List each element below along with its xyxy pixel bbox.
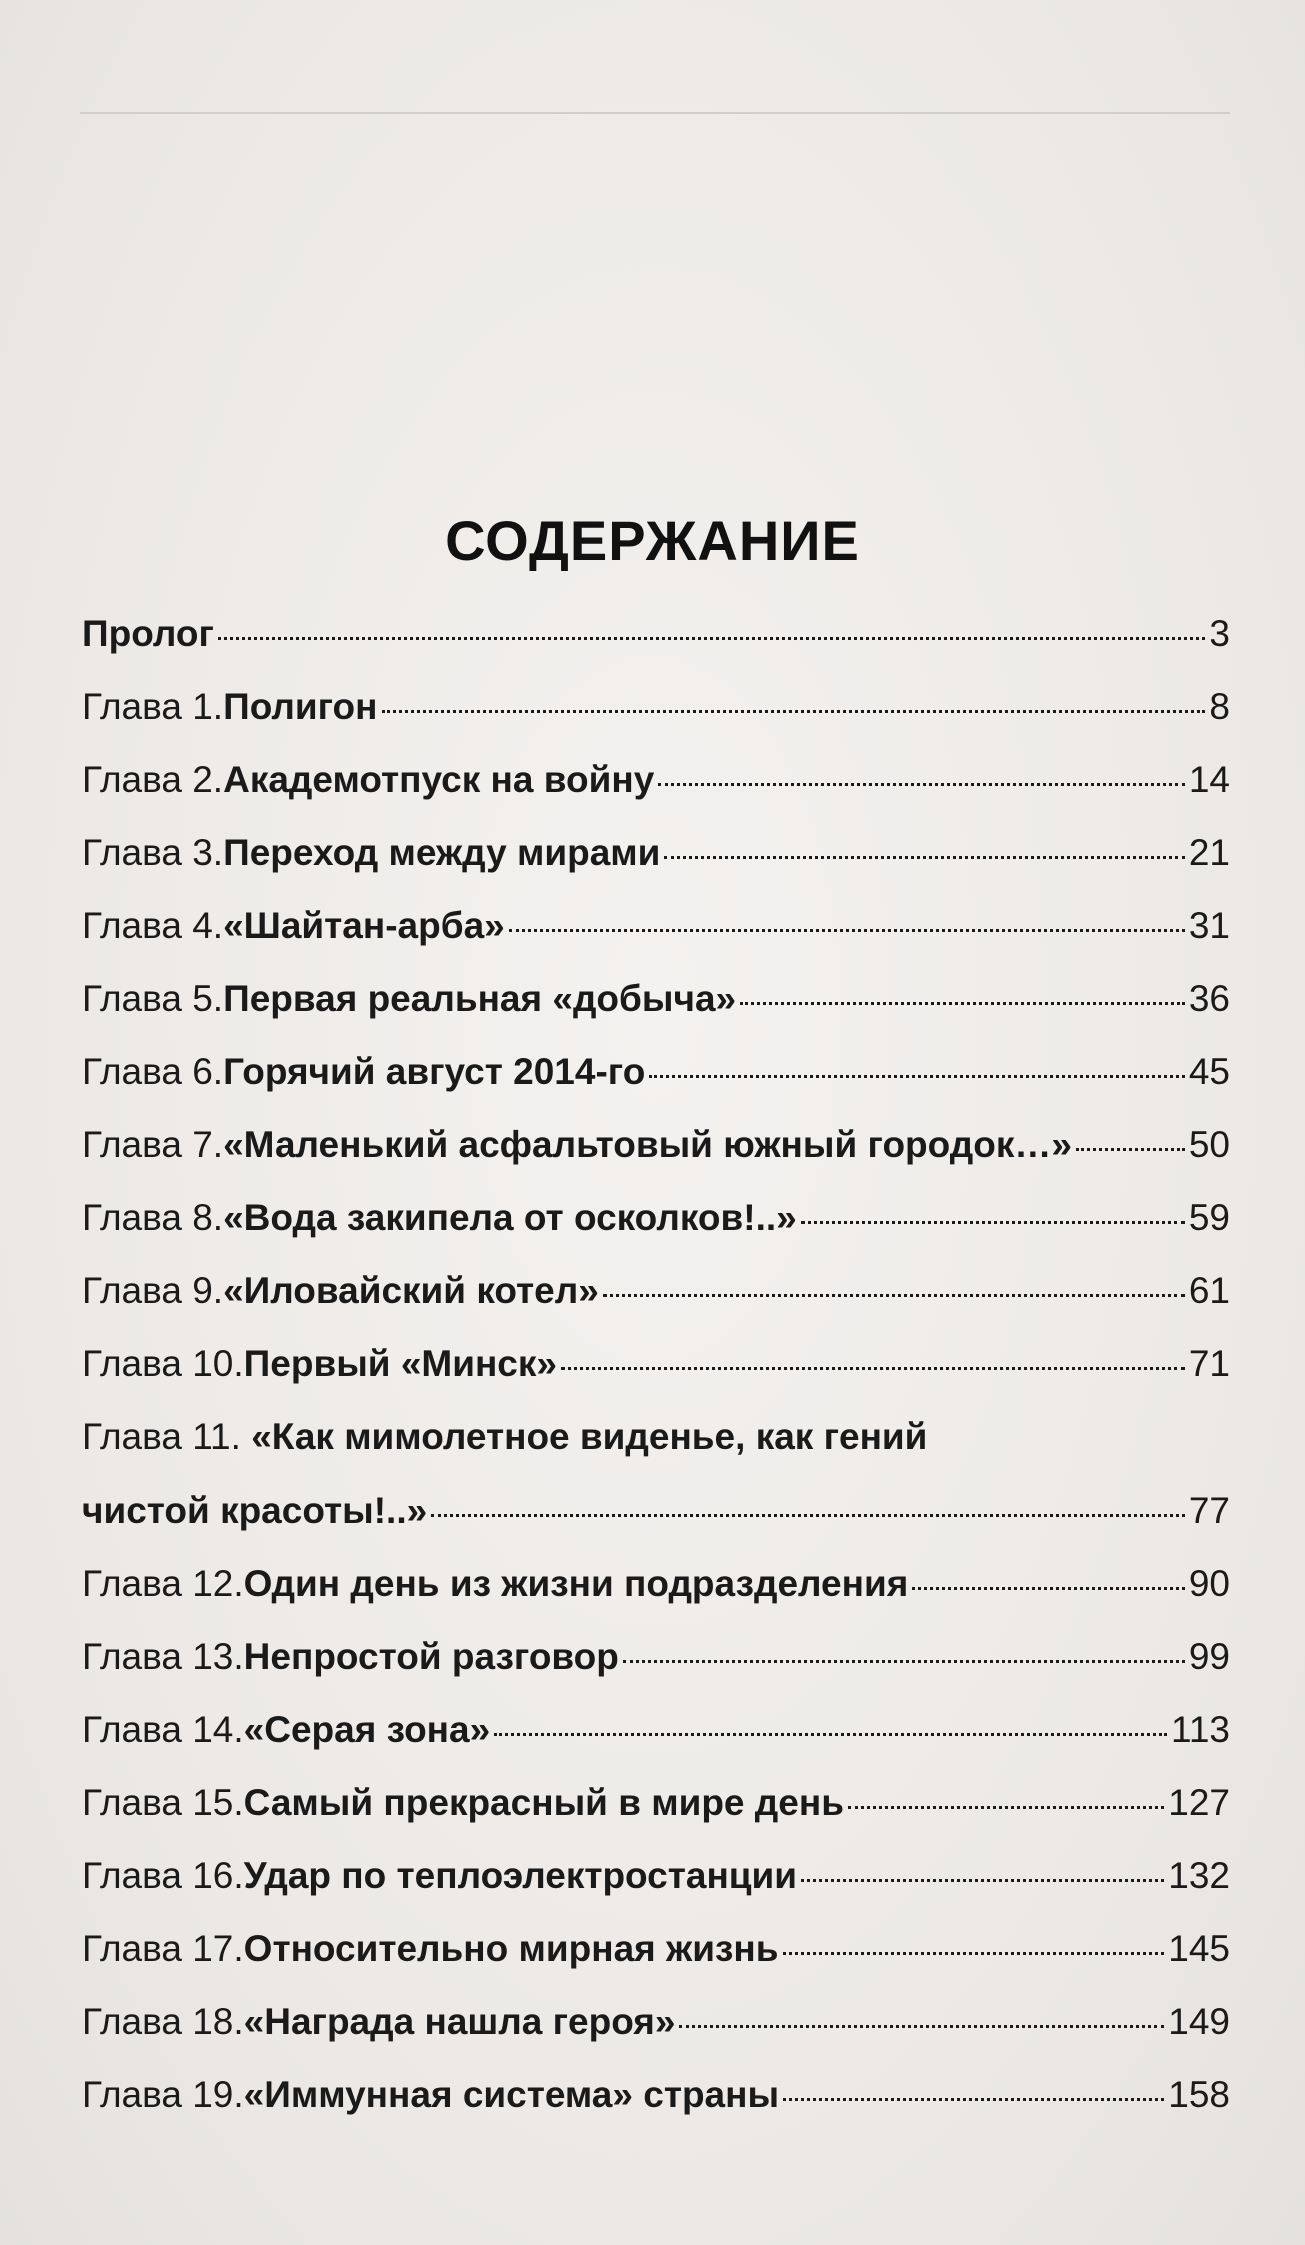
toc-entry bbox=[82, 1413, 1230, 1535]
chapter-title: Горячий август 2014-го bbox=[223, 1051, 646, 1092]
dot-leader bbox=[848, 1806, 1164, 1809]
toc-entry bbox=[82, 1852, 1230, 1900]
chapter-number: Глава 12. bbox=[82, 1563, 244, 1604]
dot-leader bbox=[382, 710, 1206, 713]
toc-entry-line2 bbox=[82, 1487, 1230, 1535]
toc-entry bbox=[82, 1048, 1230, 1096]
dot-leader bbox=[801, 1221, 1185, 1224]
toc-entry bbox=[82, 1706, 1230, 1754]
dot-leader bbox=[801, 1879, 1164, 1882]
toc-entry bbox=[82, 1779, 1230, 1827]
page-number: 59 bbox=[1188, 1197, 1230, 1238]
toc-entry bbox=[82, 1267, 1230, 1315]
chapter-number: Глава 3. bbox=[82, 832, 224, 873]
dot-leader bbox=[509, 929, 1185, 932]
toc-entry bbox=[82, 1998, 1230, 2046]
chapter-title: Переход между мирами bbox=[223, 832, 661, 873]
chapter-number: Глава 1. bbox=[82, 686, 224, 727]
chapter-title: «Вода закипела от осколков!..» bbox=[223, 1197, 797, 1238]
chapter-number: Глава 15. bbox=[82, 1782, 244, 1823]
page-number: 61 bbox=[1188, 1270, 1230, 1311]
toc-entry bbox=[82, 1925, 1230, 1973]
chapter-number: Глава 17. bbox=[82, 1928, 244, 1969]
chapter-title: Пролог bbox=[82, 613, 214, 654]
toc-entry bbox=[82, 1633, 1230, 1681]
dot-leader bbox=[623, 1660, 1185, 1663]
chapter-title: Удар по теплоэлектростанции bbox=[243, 1855, 798, 1896]
chapter-title: «Серая зона» bbox=[243, 1709, 491, 1750]
page-number: 132 bbox=[1168, 1855, 1230, 1896]
page-number: 50 bbox=[1188, 1124, 1230, 1165]
page-number: 36 bbox=[1188, 978, 1230, 1019]
chapter-title: Один день из жизни подразделения bbox=[243, 1563, 909, 1604]
dot-leader bbox=[664, 856, 1184, 859]
toc-entry bbox=[82, 683, 1230, 731]
chapter-title: «Шайтан-арба» bbox=[223, 905, 505, 946]
page-number: 31 bbox=[1188, 905, 1230, 946]
toc-entry bbox=[82, 1194, 1230, 1242]
page-number: 158 bbox=[1168, 2074, 1230, 2115]
chapter-title: Первый «Минск» bbox=[243, 1343, 557, 1384]
toc-entry bbox=[82, 975, 1230, 1023]
dot-leader bbox=[783, 2098, 1164, 2101]
chapter-title: Относительно мирная жизнь bbox=[243, 1928, 779, 1969]
toc-entry bbox=[82, 1121, 1230, 1169]
chapter-title: Самый прекрасный в мире день bbox=[243, 1782, 844, 1823]
page-number: 77 bbox=[1188, 1490, 1230, 1531]
toc-entry bbox=[82, 829, 1230, 877]
chapter-title: «Награда нашла героя» bbox=[243, 2001, 676, 2042]
chapter-number: Глава 4. bbox=[82, 905, 224, 946]
toc-entry bbox=[82, 1560, 1230, 1608]
chapter-number: Глава 7. bbox=[82, 1124, 224, 1165]
table-of-contents bbox=[82, 610, 1230, 2144]
chapter-title: Непростой разговор bbox=[243, 1636, 619, 1677]
page-number: 8 bbox=[1209, 686, 1230, 727]
toc-entry bbox=[82, 1340, 1230, 1388]
chapter-title: Академотпуск на войну bbox=[223, 759, 655, 800]
dot-leader bbox=[649, 1075, 1185, 1078]
chapter-number: Глава 16. bbox=[82, 1855, 244, 1896]
toc-entry bbox=[82, 2071, 1230, 2119]
chapter-number: Глава 5. bbox=[82, 978, 224, 1019]
dot-leader bbox=[561, 1367, 1185, 1370]
page-title: СОДЕРЖАНИЕ bbox=[445, 509, 860, 572]
chapter-number: Глава 11. bbox=[82, 1416, 252, 1457]
toc-entry bbox=[82, 610, 1230, 658]
chapter-title: Первая реальная «добыча» bbox=[223, 978, 737, 1019]
dot-leader bbox=[431, 1514, 1185, 1517]
page-number: 113 bbox=[1171, 1709, 1230, 1750]
chapter-number: Глава 8. bbox=[82, 1197, 224, 1238]
toc-entry bbox=[82, 902, 1230, 950]
chapter-title-continued: чистой красоты!..» bbox=[82, 1490, 428, 1531]
toc-entry-lines bbox=[82, 1413, 1230, 1535]
chapter-number: Глава 14. bbox=[82, 1709, 244, 1750]
chapter-title: «Иммунная система» страны bbox=[243, 2074, 780, 2115]
dot-leader bbox=[1076, 1148, 1185, 1151]
dot-leader bbox=[658, 783, 1185, 786]
chapter-title: «Как мимолетное виденье, как гений bbox=[251, 1416, 928, 1457]
chapter-number: Глава 13. bbox=[82, 1636, 244, 1677]
chapter-title: «Иловайский котел» bbox=[223, 1270, 599, 1311]
page-number: 71 bbox=[1188, 1343, 1230, 1384]
chapter-number: Глава 6. bbox=[82, 1051, 224, 1092]
dot-leader bbox=[494, 1733, 1167, 1736]
page-number: 45 bbox=[1188, 1051, 1230, 1092]
dot-leader bbox=[679, 2025, 1164, 2028]
chapter-number: Глава 18. bbox=[82, 2001, 244, 2042]
page-number: 145 bbox=[1168, 1928, 1230, 1969]
page-number: 90 bbox=[1188, 1563, 1230, 1604]
dot-leader bbox=[783, 1952, 1165, 1955]
chapter-title: «Маленький асфальтовый южный городок…» bbox=[223, 1124, 1072, 1165]
toc-entry bbox=[82, 756, 1230, 804]
dot-leader bbox=[603, 1294, 1185, 1297]
chapter-number: Глава 9. bbox=[82, 1270, 224, 1311]
chapter-title: Полигон bbox=[223, 686, 378, 727]
dot-leader bbox=[740, 1002, 1185, 1005]
dot-leader bbox=[218, 637, 1206, 640]
page-number: 149 bbox=[1168, 2001, 1230, 2042]
page-number: 99 bbox=[1188, 1636, 1230, 1677]
chapter-number: Глава 10. bbox=[82, 1343, 244, 1384]
dot-leader bbox=[912, 1587, 1185, 1590]
page-number: 21 bbox=[1188, 832, 1230, 873]
chapter-number: Глава 2. bbox=[82, 759, 224, 800]
toc-entry-line1 bbox=[82, 1413, 1230, 1461]
page-number: 3 bbox=[1209, 613, 1230, 654]
chapter-number: Глава 19. bbox=[82, 2074, 244, 2115]
bleed-through-rule bbox=[80, 112, 1230, 114]
page-number: 127 bbox=[1168, 1782, 1230, 1823]
page-number: 14 bbox=[1188, 759, 1230, 800]
